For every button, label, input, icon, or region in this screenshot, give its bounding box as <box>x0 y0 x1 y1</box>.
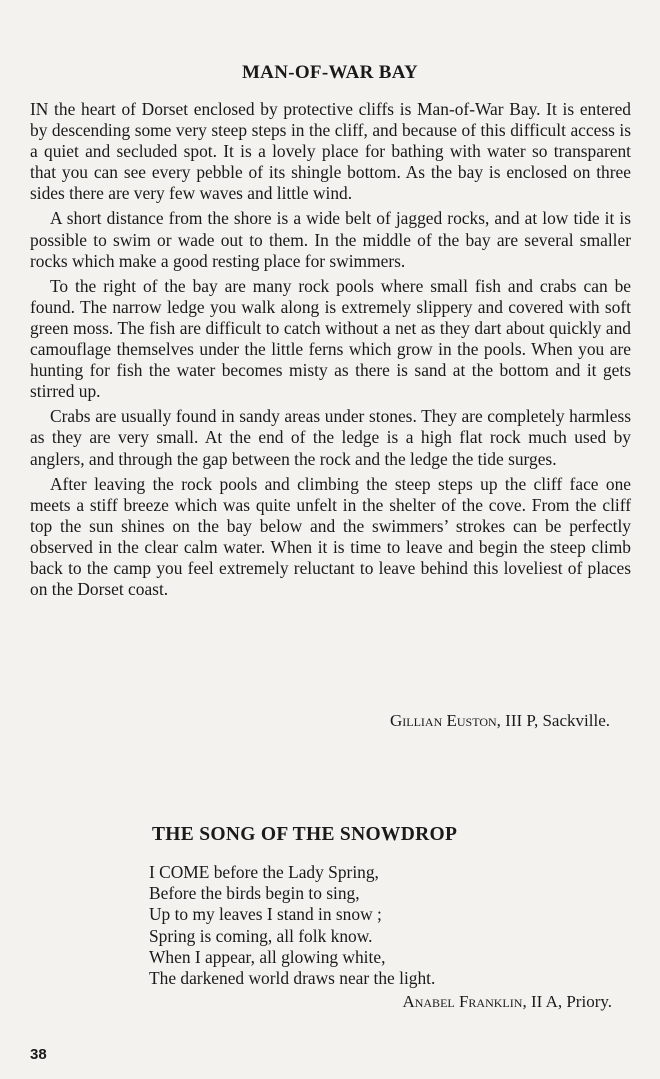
essay-author-name: Gillian Euston <box>389 711 497 730</box>
poem-line: When I appear, all glowing white, <box>149 946 386 967</box>
essay-paragraph-1: IN the heart of Dorset enclosed by protective cliffs is Man-of-War Bay. It is entered by descending some very steep steps in the cliff, and because of this difficult access is a quiet and secluded spot. It is a lovely place for bathing with water so transparent that you can see every pebble of its shingle bottom. As the bay is enclosed on three sides there are very few waves and little wind. <box>30 99 631 204</box>
essay-author-detail: , III P, Sackville. <box>496 711 610 730</box>
essay-paragraph-2: A short distance from the shore is a wide belt of jagged rocks, and at low tide it is possible to swim or wade out to them. In the middle of the bay are several smaller rocks which make a good resting place for swimmers. <box>30 208 631 271</box>
essay-author-signature <box>390 711 610 731</box>
poem-author-name: Anabel Franklin <box>402 992 523 1011</box>
poem-line: The darkened world draws near the light. <box>149 968 436 989</box>
poem-author-detail: , II A, Priory. <box>522 992 612 1011</box>
essay-paragraph-4: Crabs are usually found in sandy areas under stones. They are completely harmless as they are very small. At the end of the ledge is a high flat rock much used by anglers, and through the gap between the rock and the ledge the tide surges. <box>30 406 631 469</box>
poem-body <box>149 862 435 989</box>
essay-body <box>30 99 631 604</box>
poem-line: Before the birds begin to sing, <box>149 883 360 904</box>
poem-author-signature <box>402 992 612 1012</box>
essay-paragraph-5: After leaving the rock pools and climbing the steep steps up the cliff face one meets a stiff breeze which was quite unfelt in the shelter of the cove. From the cliff top the sun shines on the bay below and the swimmers’ strokes can be perfectly observed in the clear calm water. When it is time to leave and begin the steep climb back to the camp you feel extremely reluctant to leave behind this loveliest of places on the Dorset coast. <box>30 473 631 600</box>
essay-title: MAN-OF-WAR BAY <box>241 62 419 83</box>
poem-line: Spring is coming, all folk know. <box>149 925 373 946</box>
page-number: 38 <box>30 1046 47 1063</box>
poem-line: Up to my leaves I stand in snow ; <box>149 904 382 925</box>
poem-title: THE SONG OF THE SNOWDROP <box>152 824 458 845</box>
essay-paragraph-3: To the right of the bay are many rock pools where small fish and crabs can be found. The narrow ledge you walk along is extremely slippery and covered with soft green moss. The fish are difficult to catch without a net as they dart about quickly and camouflage themselves under the little ferns which grow in the pools. When you are hunting for fish the water becomes misty as there is sand at the bottom and it gets stirred up. <box>30 275 631 402</box>
poem-line: I COME before the Lady Spring, <box>149 862 379 882</box>
